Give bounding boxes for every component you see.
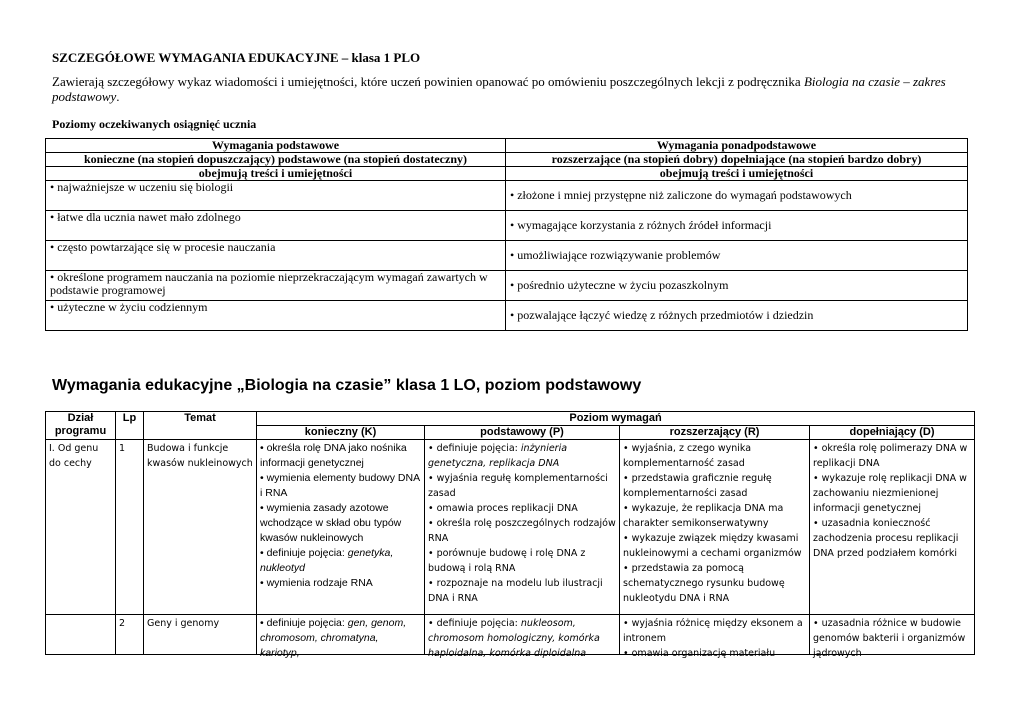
header-p: podstawowy (P) [425,426,620,440]
requirements-body [46,440,975,659]
advanced-item [506,301,968,331]
requirement-item [623,646,806,661]
requirement-item [260,576,421,591]
requirement-item [623,501,806,531]
levels-row [46,301,968,331]
level-p-items [428,616,616,659]
requirements-row [46,615,975,655]
requirement-text: • wymienia zasady azotowe wchodzące w skład obu typów kwasów nukleinowych [260,502,402,544]
requirement-term: inżynieria genetyczna, replikacja DNA [428,443,568,469]
header-section: Dział programu [46,412,116,440]
requirements-row [46,440,975,615]
requirement-text: • przedstawia za pomocą schematycznego rysunku budowę nukleotydu DNA i RNA [623,563,785,604]
basic-item-text: często powtarzające się w procesie nauczania [57,240,276,254]
intro-end: . [116,89,120,104]
requirement-item [428,471,616,501]
requirements-table [45,411,975,659]
level-p-items [428,441,616,606]
advanced-item-text: pozwalające łączyć wiedzę z różnych przedmiotów i dziedzin [517,308,814,322]
advanced-item-text: pośrednio użyteczne w życiu pozaszkolnym [517,278,729,292]
requirement-item [813,471,971,516]
bullet-mark: • [50,300,55,314]
document-title: SZCZEGÓŁOWE WYMAGANIA EDUKACYJNE – klasa 1 PLO [52,50,421,65]
bullet-mark: • [50,210,55,224]
header-level: Poziom wymagań [257,412,975,426]
topic-cell: Budowa i funkcje kwasów nukleinowych [144,440,257,615]
requirement-item [623,616,806,646]
bullet-mark: • [50,270,55,284]
requirement-item [260,616,421,661]
bullet-mark: • [50,180,55,194]
level-p-cell [425,615,620,659]
requirement-text: • definiuje pojęcia: [260,617,348,629]
advanced-item [506,211,968,241]
requirement-item [428,501,616,516]
bullet-mark: • [510,278,515,292]
requirement-text: • rozpoznaje na modelu lub ilustracji DNA i RNA [428,578,603,604]
requirement-item [428,546,616,576]
requirement-item [428,516,616,546]
level-d-items [813,441,971,561]
levels-subtitle-row [46,153,968,167]
requirement-text: • definiuje pojęcia: [260,547,348,559]
requirement-text: • wykazuje, że replikacja DNA ma charakter semikonserwatywny [623,503,784,529]
level-k-cell [257,615,425,659]
lp-cell: 1 [116,440,144,615]
levels-heading: Poziomy oczekiwanych osiągnięć ucznia [52,117,257,131]
requirement-text: • określa rolę polimerazy DNA w replikacji DNA [813,443,968,469]
basic-item [46,241,506,271]
basic-item [46,181,506,211]
level-r-cell [620,615,810,659]
requirement-item [623,441,806,471]
levels-scope-row [46,167,968,181]
bullet-mark: • [510,308,515,322]
textbook-title: Biologia na czasie – zakres podstawowy [52,74,946,104]
level-k-items [260,441,421,591]
basic-item-text: użyteczne w życiu codziennym [57,300,208,314]
basic-item-text: najważniejsze w uczeniu się biologii [57,180,234,194]
header-d: dopełniający (D) [810,426,975,440]
basic-item [46,271,506,301]
levels-row [46,181,968,211]
requirement-item [428,616,616,661]
levels-table [45,138,968,331]
requirement-term: nukleosom, chromosom homologiczny, komórka haploidalna, komórka diploidalna [428,618,600,659]
requirement-term: gen, genom, chromosom, chromatyna, kariotyp, [260,617,407,659]
bullet-mark: • [510,188,515,202]
basic-item [46,211,506,241]
header-topic: Temat [144,412,257,440]
requirement-item [260,546,421,576]
advanced-scope: obejmują treści i umiejętności [506,167,968,181]
requirement-item [428,576,616,606]
advanced-item-text: umożliwiające rozwiązywanie problemów [517,248,721,262]
requirement-item [260,441,421,471]
requirement-text: • wymienia elementy budowy DNA i RNA [260,472,420,499]
lp-cell: 2 [116,615,144,655]
advanced-item-text: wymagające korzystania z różnych źródeł informacji [517,218,772,232]
levels-header-row [46,139,968,153]
intro-text: Zawierają szczegółowy wykaz wiadomości i umiejętności, które uczeń powinien opanować po omówieniu poszczególnych lekcji z podręcznika [52,74,804,89]
basic-item-text: łatwe dla ucznia nawet mało zdolnego [57,210,241,224]
requirement-term: genetyka, nukleotyd [260,547,394,574]
level-k-cell [257,440,425,615]
requirement-item [813,441,971,471]
requirement-text: • porównuje budowę i rolę DNA z budową i rolą RNA [428,548,586,574]
advanced-item [506,181,968,211]
level-r-cell [620,440,810,615]
requirement-text: • wykazuje rolę replikacji DNA w zachowaniu niezmienionej informacji genetycznej [813,473,967,514]
requirement-item [813,516,971,561]
req-header-row-1 [46,412,975,426]
requirement-text: • omawia proces replikacji DNA [428,503,578,514]
requirement-text: • wyjaśnia regułę komplementarności zasad [428,473,608,499]
requirement-text: • przedstawia graficznie regułę komplementarności zasad [623,473,772,499]
topic-cell: Geny i genomy [144,615,257,655]
level-r-items [623,441,806,606]
document-intro [52,74,968,104]
header-r: rozszerzający (R) [620,426,810,440]
basic-subtitle: konieczne (na stopień dopuszczający) podstawowe (na stopień dostateczny) [46,153,506,167]
requirement-item [428,441,616,471]
basic-title: Wymagania podstawowe [46,139,506,153]
advanced-title: Wymagania ponadpodstawowe [506,139,968,153]
levels-row [46,211,968,241]
basic-item-text: określone programem nauczania na poziomie nieprzekraczającym wymagań zawartych w podstawie programowej [50,270,488,297]
requirement-text: • wyjaśnia, z czego wynika komplementarność zasad [623,443,752,469]
requirement-text: • określa rolę poszczególnych rodzajów RNA [428,518,616,544]
level-d-items [813,616,971,659]
bullet-mark: • [510,248,515,262]
requirement-item [623,471,806,501]
requirement-text: • definiuje pojęcia: [428,618,521,629]
section-title: Wymagania edukacyjne „Biologia na czasie” klasa 1 LO, poziom podstawowy [52,377,642,394]
levels-row [46,241,968,271]
requirement-text: • definiuje pojęcia: [428,443,521,454]
level-r-items [623,616,806,659]
levels-body [46,181,968,331]
advanced-item [506,271,968,301]
requirement-text: • uzasadnia konieczność zachodzenia procesu replikacji DNA przed podziałem komórki [813,518,959,559]
advanced-subtitle: rozszerzające (na stopień dobry) dopełniające (na stopień bardzo dobry) [506,153,968,167]
requirement-item [260,471,421,501]
requirement-text: • określa rolę DNA jako nośnika informacji genetycznej [260,442,407,469]
bullet-mark: • [50,240,55,254]
advanced-item-text: złożone i mniej przystępne niż zaliczone do wymagań podstawowych [517,188,852,202]
requirement-item [623,531,806,561]
requirement-text: • wykazuje związek między kwasami nukleinowymi a cechami organizmów [623,533,802,559]
level-d-cell [810,615,975,659]
level-d-cell [810,440,975,615]
level-p-cell [425,440,620,615]
requirement-text: • uzasadnia różnice w budowie genomów bakterii i organizmów jądrowych [813,618,966,659]
requirement-item [623,561,806,606]
requirement-item [260,501,421,546]
bullet-mark: • [510,218,515,232]
requirement-text: • wymienia rodzaje RNA [260,577,373,589]
section-cell: I. Od genu do cechy [46,440,116,615]
levels-row [46,271,968,301]
requirement-text: • omawia organizację materiału [623,648,776,659]
level-k-items [260,616,421,659]
header-k: konieczny (K) [257,426,425,440]
advanced-item [506,241,968,271]
basic-item [46,301,506,331]
basic-scope: obejmują treści i umiejętności [46,167,506,181]
section-cell [46,615,116,655]
requirement-text: • wyjaśnia różnicę między eksonem a intronem [623,618,803,644]
header-lp: Lp [116,412,144,440]
requirement-item [813,616,971,661]
